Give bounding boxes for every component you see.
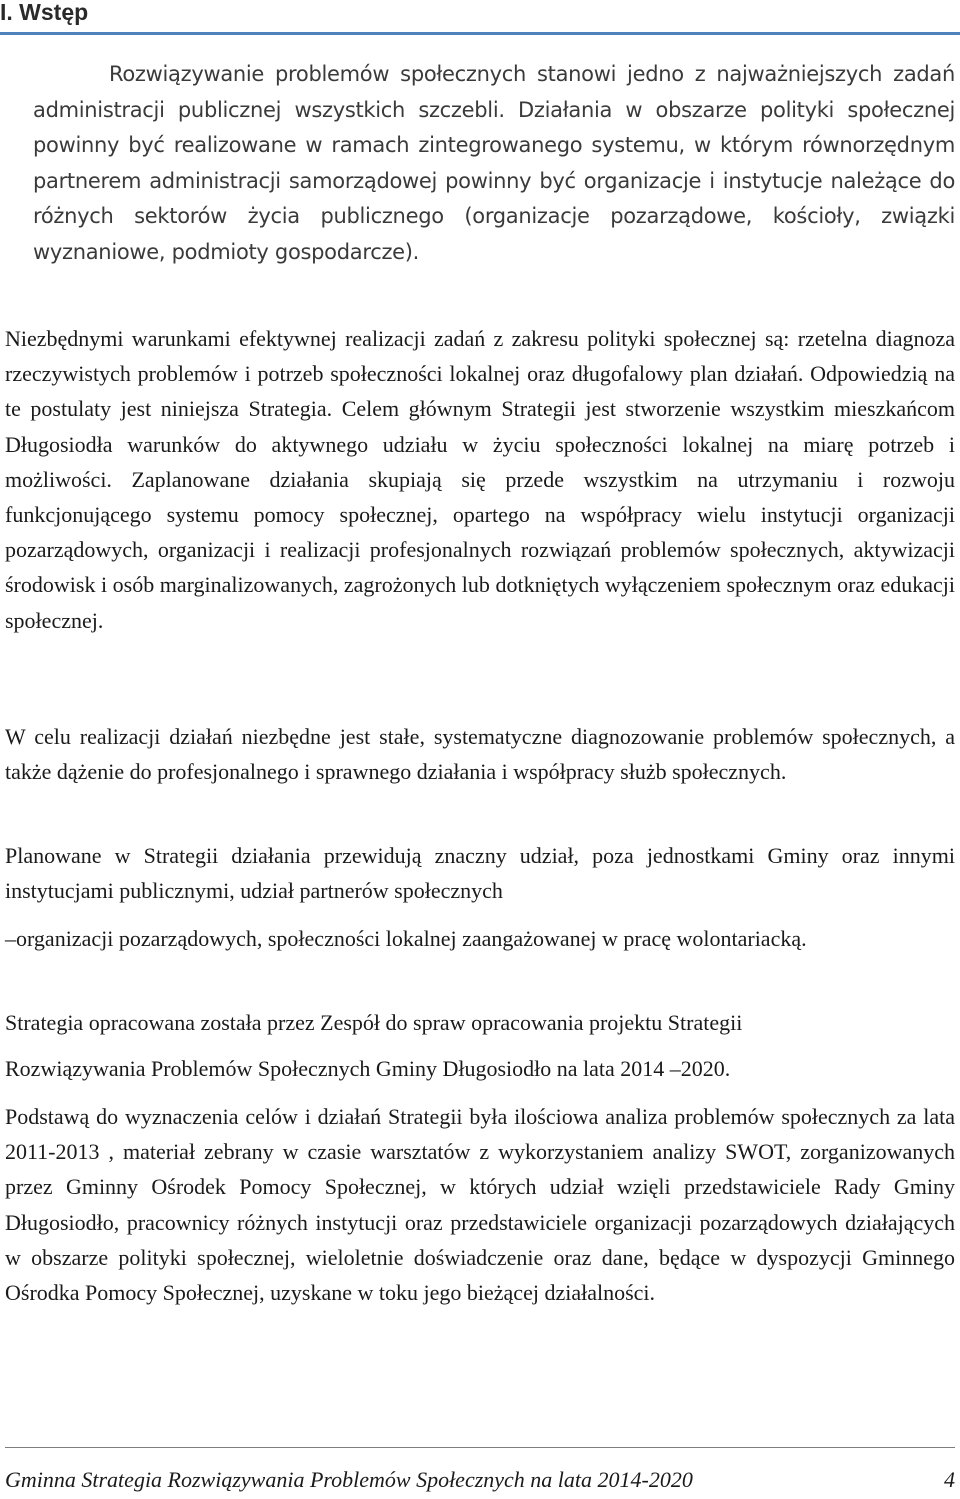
paragraph-conditions: Niezbędnymi warunkami efektywnej realizacji zadań z zakresu polityki społecznej są: rzetelna diagnoza rzeczywistych problemów i potrzeb społeczności lokalnej oraz długofalowy plan działań. Odpowiedzią na te postulaty jest niniejsza Strategia. Celem głównym Strategii jest stworzenie wszystkim mieszkańcom Długosiodła warunków do aktywnego udziału w życiu społeczności lokalnej na miarę potrzeb i możliwości. Zaplanowane działania skupiają się przede wszystkim na utrzymaniu i rozwoju funkcjonującego systemu pomocy społecznej, opartego na współpracy wielu instytucji organizacji pozarządowych, organizacji i realizacji profesjonalnych rozwiązań problemów społecznych, aktywizacji środowisk i osób marginalizowanych, zagrożonych lub dotkniętych wyłączeniem społecznym oraz edukacji społecznej. [5,326,955,633]
footer-divider [5,1447,955,1448]
paragraph-basis: Podstawą do wyznaczenia celów i działań Strategii była ilościowa analiza problemów społecznych za lata 2011-2013 , materiał zebrany w czasie warsztatów z wykorzystaniem analizy SWOT, zorganizowanych przez Gminny Ośrodek Pomocy Społecznej, w których udział wzięli przedstawiciele Rady Gminy Długosiodło, pracownicy różnych instytucji oraz przedstawiciele organizacji pozarządowych działających w obszarze polityki społecznej, wieloletnie doświadczenie oraz dane, będące w dyspozycji Gminnego Ośrodka Pomocy Społecznej, uzyskane w toku jego bieżącej działalności. [5,1104,955,1306]
section-heading: I. Wstęp [0,0,89,25]
paragraph-partners: Planowane w Strategii działania przewidują znaczny udział, poza jednostkami Gminy oraz innymi instytucjami publicznymi, udział partnerów społecznych [5,843,955,904]
page-number: 4 [944,1467,955,1492]
paragraph-diagnosis: W celu realizacji działań niezbędne jest stałe, systematyczne diagnozowanie problemów społecznych, a także dążenie do profesjonalnego i sprawnego działania i współpracy służb społecznych. [5,724,955,785]
intro-sentence-1: Rozwiązywanie problemów społecznych stanowi jedno z najważniejszych zadań administracji publicznej wszystkich szczebli. [33,62,955,122]
intro-sentence-2: Działania w obszarze polityki społecznej powinny być realizowane w ramach zintegrowanego systemu, w którym równorzędnym partnerem administracji samorządowej powinny być organizacje i instytucje należące do różnych sektorów życia publicznego (organizacje pozarządowe, kościoły, związki wyznaniowe, podmioty gospodarcze). [33,97,956,264]
footer-title: Gminna Strategia Rozwiązywania Problemów Społecznych na lata 2014-2020 [5,1467,693,1492]
paragraph-organizations: –organizacji pozarządowych, społeczności lokalnej zaangażowanej w pracę wolontariacką. [5,926,807,951]
paragraph-team: Strategia opracowana została przez Zespół do spraw opracowania projektu Strategii [5,1010,743,1035]
paragraph-strategy-name: Rozwiązywania Problemów Społecznych Gminy Długosiodło na lata 2014 –2020. [5,1056,731,1081]
heading-divider [0,32,960,35]
intro-paragraph [33,57,955,271]
